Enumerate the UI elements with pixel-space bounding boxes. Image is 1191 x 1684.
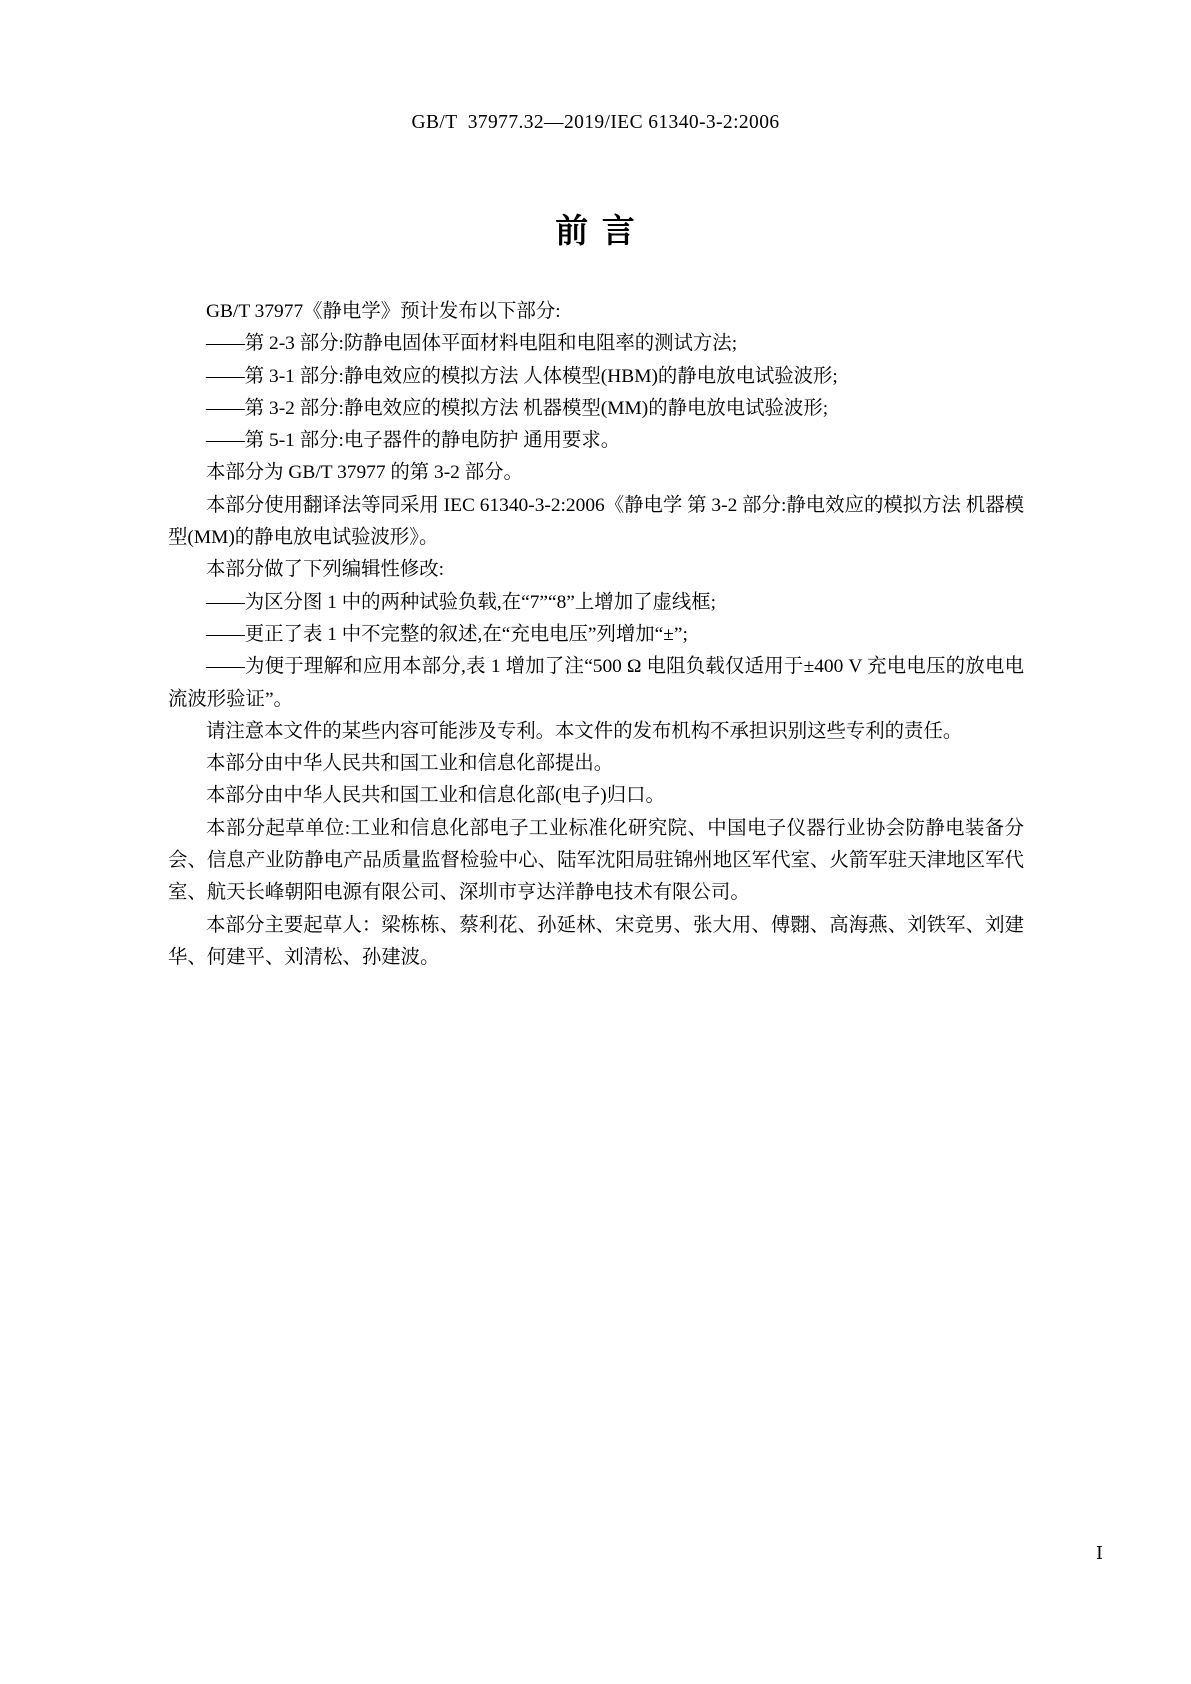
foreword-line: 本部分做了下列编辑性修改: — [206, 559, 445, 581]
foreword-line: ——为便于理解和应用本部分,表 1 增加了注“500 Ω 电阻负载仅适用于±400 V 充电电压的放电电流波形验证”。 — [168, 656, 1024, 710]
foreword-line: ——第 3-1 部分:静电效应的模拟方法 人体模型(HBM)的静电放电试验波形; — [206, 365, 838, 387]
page-title: 前 言 — [555, 211, 636, 250]
foreword-line: 本部分起草单位:工业和信息化部电子工业标准化研究院、中国电子仪器行业协会防静电装备分会、信息产业防静电产品质量监督检验中心、陆军沈阳局驻锦州地区军代室、火箭军驻天津地区军代室、航天长峰朝阳电源有限公司、深圳市亨达洋静电技术有限公司。 — [168, 817, 1024, 904]
foreword-line: 本部分使用翻译法等同采用 IEC 61340-3-2:2006《静电学 第 3-2 部分:静电效应的模拟方法 机器模型(MM)的静电放电试验波形》。 — [168, 494, 1024, 549]
foreword-line: 请注意本文件的某些内容可能涉及专利。本文件的发布机构不承担识别这些专利的责任。 — [206, 720, 963, 742]
foreword-body — [168, 296, 1024, 974]
foreword-line: 本部分由中华人民共和国工业和信息化部(电子)归口。 — [206, 785, 665, 807]
foreword-line: ——为区分图 1 中的两种试验负载,在“7”“8”上增加了虚线框; — [206, 591, 717, 613]
foreword-line: ——第 3-2 部分:静电效应的模拟方法 机器模型(MM)的静电放电试验波形; — [206, 397, 829, 419]
foreword-line: 本部分为 GB/T 37977 的第 3-2 部分。 — [206, 462, 523, 484]
foreword-line: GB/T 37977《静电学》预计发布以下部分: — [206, 301, 561, 322]
foreword-line: 本部分主要起草人：梁栋栋、蔡利花、孙延林、宋竞男、张大用、傅翾、高海燕、刘铁军、刘建华、何建平、刘清松、孙建波。 — [168, 914, 1024, 968]
foreword-line: ——第 5-1 部分:电子器件的静电防护 通用要求。 — [206, 430, 621, 452]
foreword-line: 本部分由中华人民共和国工业和信息化部提出。 — [206, 753, 614, 775]
page-number: Ⅰ — [1095, 1543, 1103, 1563]
page-header: GB/T 37977.32—2019/IEC 61340-3-2:2006 — [411, 112, 780, 133]
foreword-line: ——更正了表 1 中不完整的叙述,在“充电电压”列增加“±”; — [206, 623, 688, 645]
foreword-line: ——第 2-3 部分:防静电固体平面材料电阻和电阻率的测试方法; — [206, 333, 738, 355]
